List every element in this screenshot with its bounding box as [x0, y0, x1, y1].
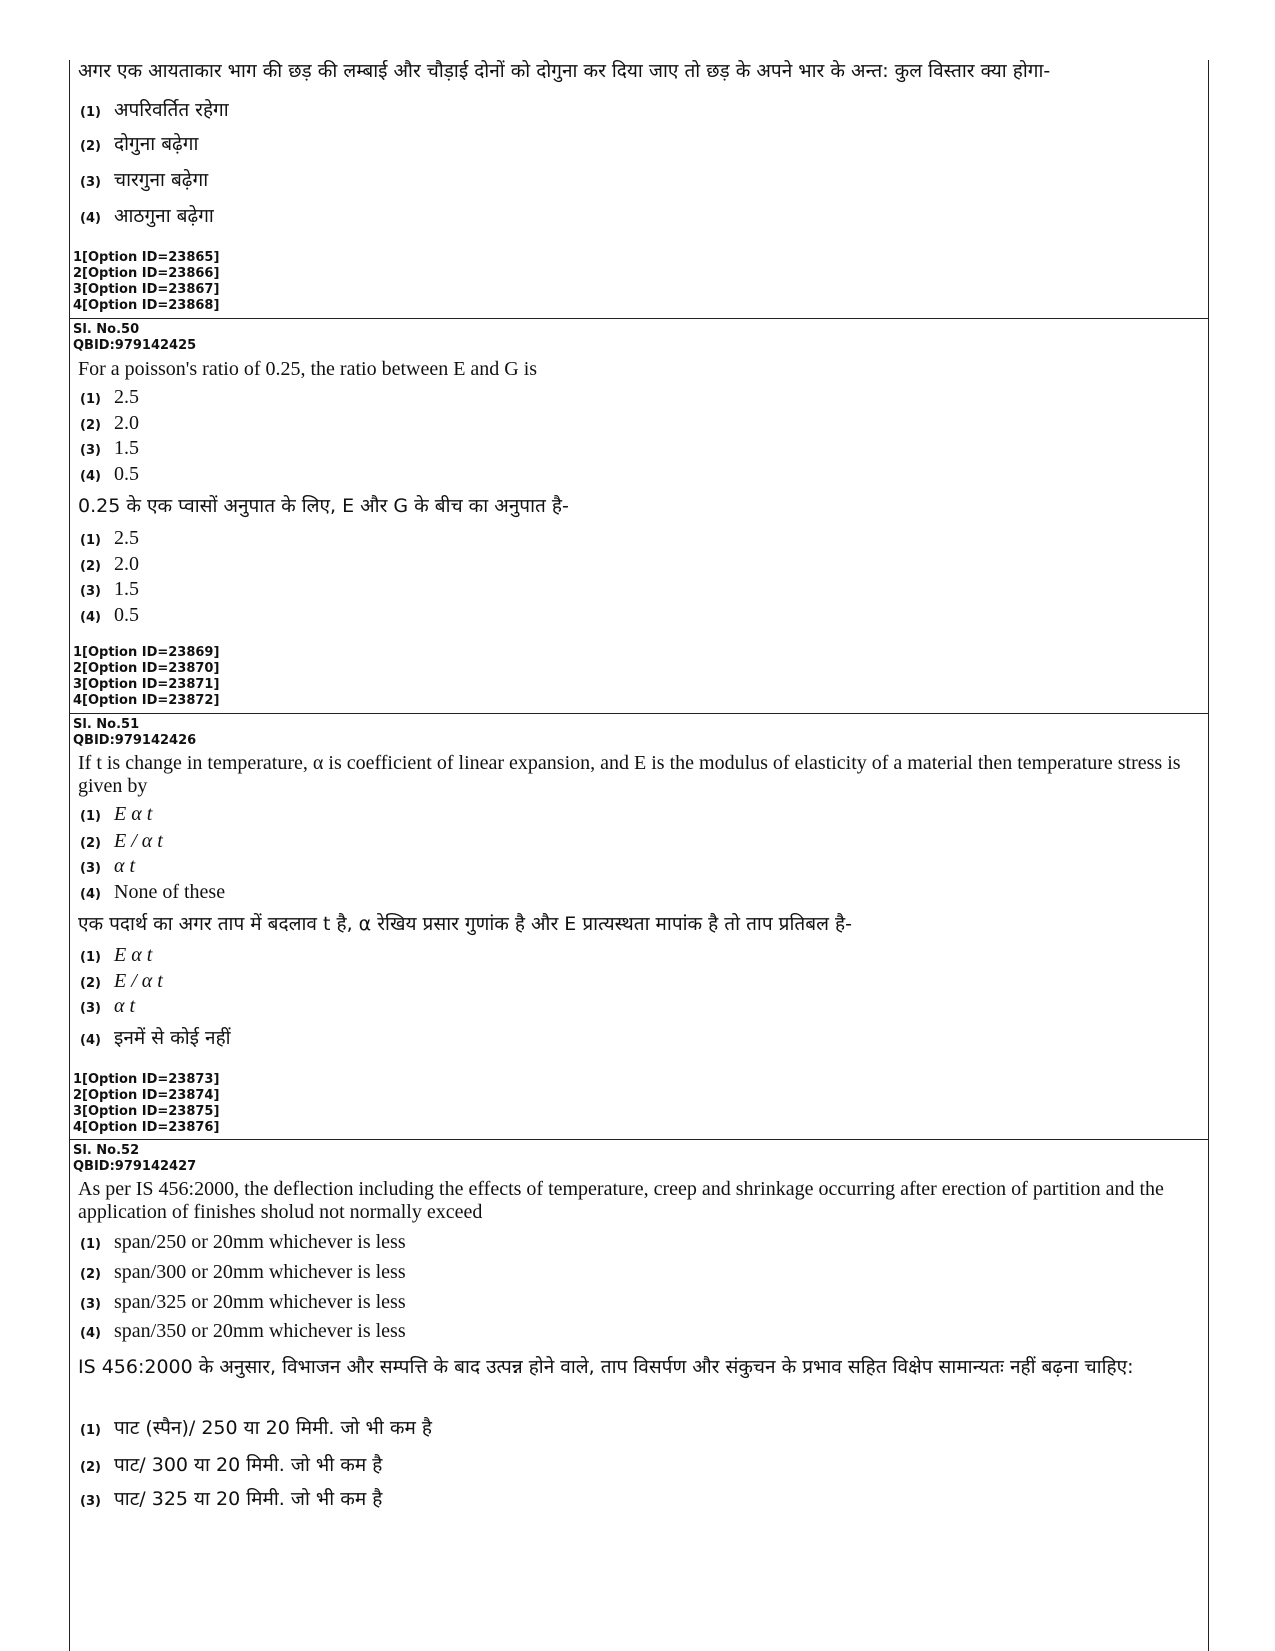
- option-number: (1): [80, 105, 101, 120]
- option-id: 4[Option ID=23876]: [73, 1120, 220, 1135]
- option-text: 1.5: [114, 437, 139, 459]
- option-number: (3): [80, 175, 101, 190]
- option-text: span/300 or 20mm whichever is less: [114, 1261, 406, 1283]
- q51-qbid: QBID:979142426: [73, 733, 197, 748]
- option-id: 3[Option ID=23867]: [73, 282, 220, 297]
- q50-hindi-option-2: [80, 553, 139, 576]
- option-number: (4): [80, 610, 101, 625]
- option-text: अपरिवर्तित रहेगा: [114, 99, 229, 121]
- q52-qbid: QBID:979142427: [73, 1159, 197, 1174]
- option-text: पाट (स्पैन)/ 250 या 20 मिमी. जो भी कम है: [114, 1417, 432, 1439]
- q51-hindi-option-3: [80, 995, 135, 1018]
- option-text: 2.5: [114, 527, 139, 549]
- q51-option-ids: [73, 1072, 219, 1136]
- option-text: α t: [114, 995, 136, 1017]
- q49-hindi-option-4: [80, 202, 214, 228]
- q49-hindi-question: अगर एक आयताकार भाग की छड़ की लम्बाई और चौड़ाई दोनों को दोगुना कर दिया जाए तो छड़ के अपने भार के अन्त: कुल विस्तार क्या होगा-: [78, 60, 1051, 82]
- q52-option-3: [80, 1291, 406, 1314]
- option-text: पाट/ 300 या 20 मिमी. जो भी कम है: [114, 1454, 383, 1476]
- q50-option-1: [80, 386, 139, 409]
- option-number: (4): [80, 1033, 101, 1048]
- q51-hindi-option-1: [80, 944, 152, 967]
- question-divider: [69, 713, 1209, 714]
- q50-hindi-question: 0.25 के एक प्वासों अनुपात के लिए, E और G के बीच का अनुपात है-: [78, 495, 569, 517]
- q51-option-2: [80, 830, 163, 853]
- option-text: दोगुना बढ़ेगा: [114, 133, 199, 155]
- option-number: (2): [80, 1267, 101, 1282]
- option-number: (1): [80, 1423, 101, 1438]
- option-number: (1): [80, 809, 101, 824]
- option-number: (3): [80, 861, 101, 876]
- q50-qbid: QBID:979142425: [73, 338, 197, 353]
- option-text: 0.5: [114, 463, 139, 485]
- option-text: 2.5: [114, 386, 139, 408]
- q49-option-ids: [73, 250, 219, 314]
- option-id: 3[Option ID=23871]: [73, 677, 220, 692]
- option-number: (1): [80, 533, 101, 548]
- option-id: 1[Option ID=23865]: [73, 250, 220, 265]
- option-number: (3): [80, 584, 101, 599]
- option-text: आठगुना बढ़ेगा: [114, 205, 214, 227]
- option-id: 2[Option ID=23866]: [73, 266, 220, 281]
- q51-option-1: [80, 803, 152, 826]
- option-number: (2): [80, 418, 101, 433]
- question-divider: [69, 1139, 1209, 1140]
- option-text: इनमें से कोई नहीं: [114, 1027, 231, 1049]
- q50-option-2: [80, 412, 139, 435]
- option-text: 1.5: [114, 578, 139, 600]
- option-id: 1[Option ID=23869]: [73, 645, 220, 660]
- option-number: (1): [80, 950, 101, 965]
- option-number: (1): [80, 1237, 101, 1252]
- q52-hindi-option-1: [80, 1414, 432, 1440]
- q52-serial-number: Sl. No.52: [73, 1143, 140, 1158]
- option-id: 2[Option ID=23874]: [73, 1088, 220, 1103]
- option-text: E α t: [114, 803, 153, 825]
- option-number: (1): [80, 392, 101, 407]
- question-divider: [69, 318, 1209, 319]
- option-number: (4): [80, 1326, 101, 1341]
- option-id: 3[Option ID=23875]: [73, 1104, 220, 1119]
- q51-option-4: [80, 881, 225, 904]
- option-id: 4[Option ID=23868]: [73, 298, 220, 313]
- option-text: पाट/ 325 या 20 मिमी. जो भी कम है: [114, 1488, 383, 1510]
- option-id: 1[Option ID=23873]: [73, 1072, 220, 1087]
- option-id: 2[Option ID=23870]: [73, 661, 220, 676]
- option-text: 2.0: [114, 412, 139, 434]
- option-text: E / α t: [114, 970, 163, 992]
- q52-question: As per IS 456:2000, the deflection including the effects of temperature, creep and shrinkage occurring after erection of partition and the application of finishes sholud not normally exceed: [78, 1178, 1164, 1223]
- option-number: (3): [80, 1001, 101, 1016]
- option-number: (2): [80, 139, 101, 154]
- q52-option-2: [80, 1261, 406, 1284]
- q50-serial-number: Sl. No.50: [73, 322, 140, 337]
- q52-option-4: [80, 1320, 406, 1343]
- q51-hindi-option-4: [80, 1024, 231, 1050]
- q49-hindi-option-1: [80, 96, 229, 122]
- option-text: span/350 or 20mm whichever is less: [114, 1320, 406, 1342]
- q51-question: If t is change in temperature, α is coefficient of linear expansion, and E is the modulus of elasticity of a material then temperature stress is given by: [78, 752, 1181, 797]
- q52-option-1: [80, 1231, 406, 1254]
- q51-hindi-question: एक पदार्थ का अगर ताप में बदलाव t है, α रेखिय प्रसार गुणांक है और E प्रात्यस्थता मापांक है तो ताप प्रतिबल है-: [78, 913, 852, 935]
- option-text: 0.5: [114, 604, 139, 626]
- q50-hindi-option-4: [80, 604, 139, 627]
- q51-hindi-option-2: [80, 970, 163, 993]
- option-number: (3): [80, 1494, 101, 1509]
- option-text: E / α t: [114, 830, 163, 852]
- option-number: (4): [80, 211, 101, 226]
- option-text: span/325 or 20mm whichever is less: [114, 1291, 406, 1313]
- option-number: (2): [80, 559, 101, 574]
- option-number: (4): [80, 887, 101, 902]
- q51-option-3: [80, 855, 135, 878]
- q50-option-ids: [73, 645, 219, 709]
- option-text: None of these: [114, 881, 226, 903]
- q49-hindi-option-3: [80, 166, 208, 192]
- q52-hindi-option-2: [80, 1451, 382, 1477]
- q50-hindi-option-3: [80, 578, 139, 601]
- q52-hindi-option-3: [80, 1485, 382, 1511]
- option-id: 4[Option ID=23872]: [73, 693, 220, 708]
- option-text: 2.0: [114, 553, 139, 575]
- option-number: (3): [80, 443, 101, 458]
- q50-option-3: [80, 437, 139, 460]
- option-number: (2): [80, 836, 101, 851]
- option-text: span/250 or 20mm whichever is less: [114, 1231, 406, 1253]
- q50-option-4: [80, 463, 139, 486]
- option-text: E α t: [114, 944, 153, 966]
- option-number: (2): [80, 1460, 101, 1475]
- q51-serial-number: Sl. No.51: [73, 717, 140, 732]
- option-text: α t: [114, 855, 136, 877]
- option-number: (3): [80, 1297, 101, 1312]
- q50-question: For a poisson's ratio of 0.25, the ratio between E and G is: [78, 358, 538, 380]
- option-text: चारगुना बढ़ेगा: [114, 169, 209, 191]
- option-number: (2): [80, 976, 101, 991]
- option-number: (4): [80, 469, 101, 484]
- q49-hindi-option-2: [80, 130, 198, 156]
- question-frame: [69, 60, 1209, 1651]
- q52-hindi-question: IS 456:2000 के अनुसार, विभाजन और सम्पत्ति के बाद उत्पन्न होने वाले, ताप विसर्पण और संकुचन के प्रभाव सहित विक्षेप सामान्यतः नहीं बढ़ना चाहिए:: [78, 1356, 1134, 1378]
- q50-hindi-option-1: [80, 527, 139, 550]
